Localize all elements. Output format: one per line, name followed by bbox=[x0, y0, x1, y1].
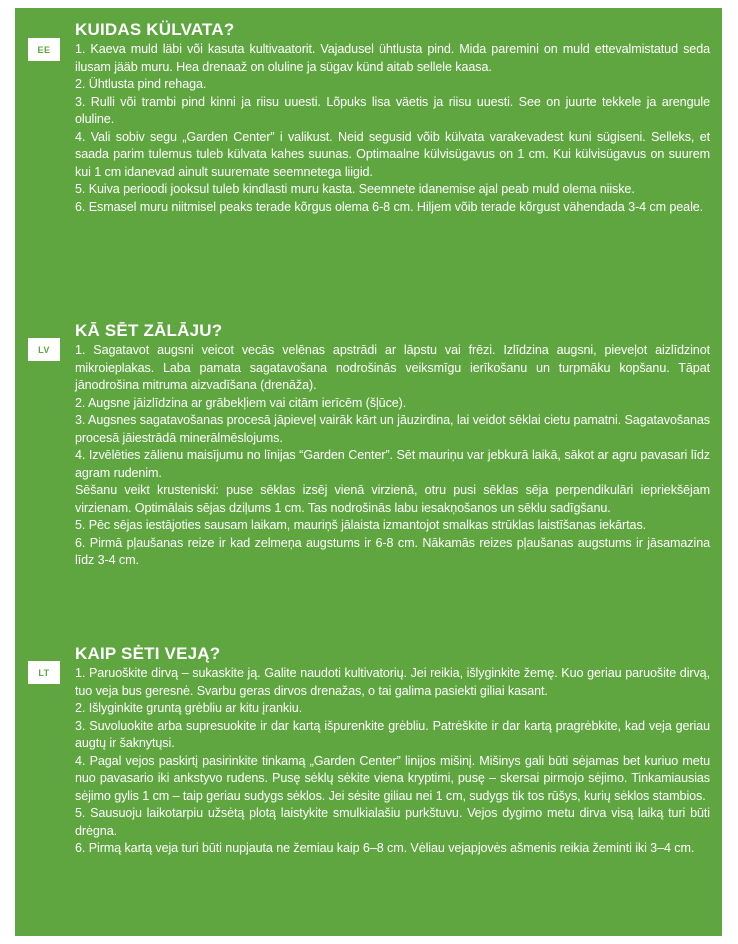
paragraph: 1. Sagatavot augsni veicot vecās velēnas apstrādi ar lāpstu vai frēzi. Izlīdzina augsni, pieveļot aizlīdzinot mikroieplakas. Laba pamata sagatavošana nodrošinās veiksmīgu ierīkošanu un turpmāku kopšanu. Tāpat jānodrošina mitruma aizvadīšana (drenāža). bbox=[75, 343, 710, 392]
paragraph: 1. Paruoškite dirvą – sukaskite ją. Galite naudoti kultivatorių. Jei reikia, išlyginkite žemę. Kuo geriau paruošite dirvą, tuo veja bus geresnė. Svarbu geras dirvos drenažas, o tai galima pasiekti giliai kasant. bbox=[75, 666, 710, 698]
paragraph: 4. Vali sobiv segu „Garden Center” i valikust. Neid segusid võib külvata varakevadest kuni sügiseni. Selleks, et saada parim tulemus tuleb külvata kahes suunas. Optimaalne külvisügavus on 1 cm. Kui külvisügavus on suurem kui 1 cm idanevad ainult suuremate seemnetega liigid. bbox=[75, 129, 710, 179]
section-ee-content bbox=[75, 20, 710, 216]
paragraph: 2. Išlyginkite gruntą grėbliu ar kitu įrankiu. bbox=[75, 701, 303, 715]
section-lv-content bbox=[75, 321, 710, 570]
paragraph: 6. Pirmą kartą veja turi būti nupjauta ne žemiau kaip 6–8 cm. Vėliau vejapjovės ašmenis reikia žeminti iki 3–4 cm. bbox=[75, 841, 695, 855]
paragraph: 3. Augsnes sagatavošanas procesā jāpieveļ vairāk kārt un jāuzirdina, lai veidot sēklai cietu pamatni. Sagatavošanas procesā jāiestrādā minerālmēslojums. bbox=[75, 413, 710, 445]
paragraph: 1. Kaeva muld läbi või kasuta kultivaatorit. Vajadusel ühtlusta pind. Mida paremini on muld ettevalmistatud seda ilusam jääb muru. Hea drenaaž on oluline ja sügav künd aitab sellele kaasa. bbox=[75, 42, 710, 74]
paragraph: 5. Sausuoju laikotarpiu užsėtą plotą laistykite smulkialašiu purkštuvu. Vejos dygimo metu dirva visą laiką turi būti drėgna. bbox=[75, 806, 710, 838]
section-title: KAIP SĖTI VEJĄ? bbox=[75, 644, 221, 663]
paragraph: 6. Pirmā pļaušanas reize ir kad zelmeņa augstums ir 6-8 cm. Nākamās reizes pļaušanas augstums ir jāsamazina līdz 3-4 cm. bbox=[75, 535, 710, 567]
instructions-panel bbox=[15, 8, 722, 936]
section-title: KUIDAS KÜLVATA? bbox=[75, 20, 235, 39]
paragraph: 5. Kuiva perioodi jooksul tuleb kindlasti muru kasta. Seemnete idanemise ajal peab muld olema niiske. bbox=[75, 182, 635, 196]
language-badge-lt: LT bbox=[28, 661, 60, 684]
paragraph: 2. Augsne jāizlīdzina ar grābekļiem vai citām ierīcēm (šļūce). bbox=[75, 395, 407, 410]
paragraph: Sēšanu veikt krusteniski: puse sēklas izsēj vienā virzienā, otru pusi sēklas sēja perpendikulāri iepriekšējam virzienam. Optimālais sējas dziļums 1 cm. Tas nodrošinās labu iesakņošanos un sēklu sadīgšanu. bbox=[75, 483, 710, 515]
language-badge-lv: LV bbox=[28, 338, 60, 361]
paragraph: 3. Rulli või trambi pind kinni ja riisu uuesti. Lõpuks lisa väetis ja riisu uuesti. See on juurte tekkele ja arengule oluline. bbox=[75, 94, 710, 126]
paragraph: 3. Suvoluokite arba supresuokite ir dar kartą išpurenkite grėbliu. Patrėškite ir dar kartą pragrėbkite, kad veja geriau augtų ir šaknytųsi. bbox=[75, 718, 710, 750]
paragraph: 4. Izvēlēties zālienu maisījumu no līnijas “Garden Center”. Sēt mauriņu var jebkurā laikā, sākot ar agru pavasari līdz agram rudenim. bbox=[75, 448, 710, 480]
section-title: KĀ SĒT ZĀLĀJU? bbox=[75, 321, 223, 340]
language-badge-ee: EE bbox=[28, 38, 60, 61]
paragraph: 4. Pagal vejos paskirtį pasirinkite tinkamą „Garden Center” linijos mišinį. Mišinys gali būti sėjamas bet kuriuo metu nuo pavasario iki ankstyvo rudens. Pusę sėklų sėkite viena kryptimi, pusę – skersai pirmojo sėjimo. Tinkamiausias sėjimo gylis 1 cm – taip geriau sudygs sėklos. Jei sėsite giliau nei 1 cm, sudygs tik tos rūšys, kurių sėklos stambios. bbox=[75, 753, 710, 803]
section-lt-content bbox=[75, 644, 710, 858]
paragraph: 5. Pēc sējas iestājoties sausam laikam, mauriņš jālaista izmantojot smalkas strūklas laistīšanas iekārtas. bbox=[75, 518, 647, 532]
paragraph: 2. Ühtlusta pind rehaga. bbox=[75, 77, 207, 91]
paragraph: 6. Esmasel muru niitmisel peaks terade kõrgus olema 6-8 cm. Hiljem võib terade kõrgust vähendada 3-4 cm peale. bbox=[75, 199, 704, 214]
